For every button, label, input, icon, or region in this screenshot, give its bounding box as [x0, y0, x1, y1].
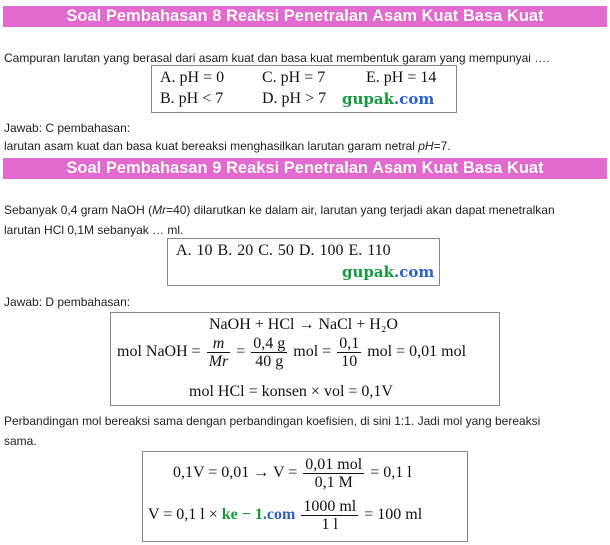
reaction-equation: NaOH + HCl → NaCl + H₂O	[209, 316, 398, 333]
ratio-text-line2: sama.	[4, 434, 37, 448]
gupak-watermark-9: gupak.com	[342, 263, 435, 281]
option-e: E. pH = 14	[366, 69, 437, 86]
answer-9-line1: Jawab: D pembahasan:	[4, 295, 131, 309]
gupak-watermark-8: gupak.com	[342, 90, 435, 108]
option-c: C. pH = 7	[262, 69, 326, 86]
ratio-text-line1: Perbandingan mol bereaksi sama dengan perbandingan koefisien, di sini 1:1. Jadi mol yang bereaksi	[4, 414, 541, 428]
option-d: D. pH > 7	[262, 90, 327, 107]
question-9-line2: larutan HCl 0,1M sebanyak … ml.	[4, 223, 184, 237]
section-9-banner: Soal Pembahasan 9 Reaksi Penetralan Asam Kuat Basa Kuat	[3, 158, 607, 179]
question-8: Campuran larutan yang berasal dari asam kuat dan basa kuat membentuk garam yang mempunyai ….	[4, 51, 550, 65]
mol-naoh-equation: mol NaOH = $\frac{m}{Mr}$ = $\frac{0,4 g}{40 g}$ mol = $\frac{0,1}{10}$ mol = 0,01 mol	[117, 335, 467, 370]
options-box-8	[151, 65, 457, 113]
answer-8-line2: larutan asam kuat dan basa kuat bereaksi menghasilkan larutan garam netral pH=7.	[4, 139, 451, 153]
option-b: B. pH < 7	[160, 90, 224, 107]
mol-hcl-equation: mol HCl = konsen × vol = 0,1V	[189, 383, 393, 400]
equation-box-1	[110, 312, 500, 406]
conversion-equation: V = 0,1 l × ke − 1.com $\frac{1000 ml}{1 l}$ = 100 ml	[148, 498, 423, 533]
question-9-line1: Sebanyak 0,4 gram NaOH (Mr=40) dilarutkan ke dalam air, larutan yang terjadi akan dapat menetralkan	[4, 203, 555, 217]
volume-equation: 0,1V = 0,01 → V = $\frac{\text{0,01 mol}}{0,1 M}$ = 0,1 l	[173, 456, 412, 491]
options-9: A. 10 B. 20 C. 50 D. 100 E. 110	[176, 242, 391, 259]
answer-8-line1: Jawab: C pembahasan:	[4, 121, 131, 135]
section-8-banner: Soal Pembahasan 8 Reaksi Penetralan Asam Kuat Basa Kuat	[3, 6, 607, 27]
equation-box-2	[142, 451, 468, 542]
option-a: A. pH = 0	[160, 69, 225, 86]
options-box-9	[167, 238, 440, 286]
